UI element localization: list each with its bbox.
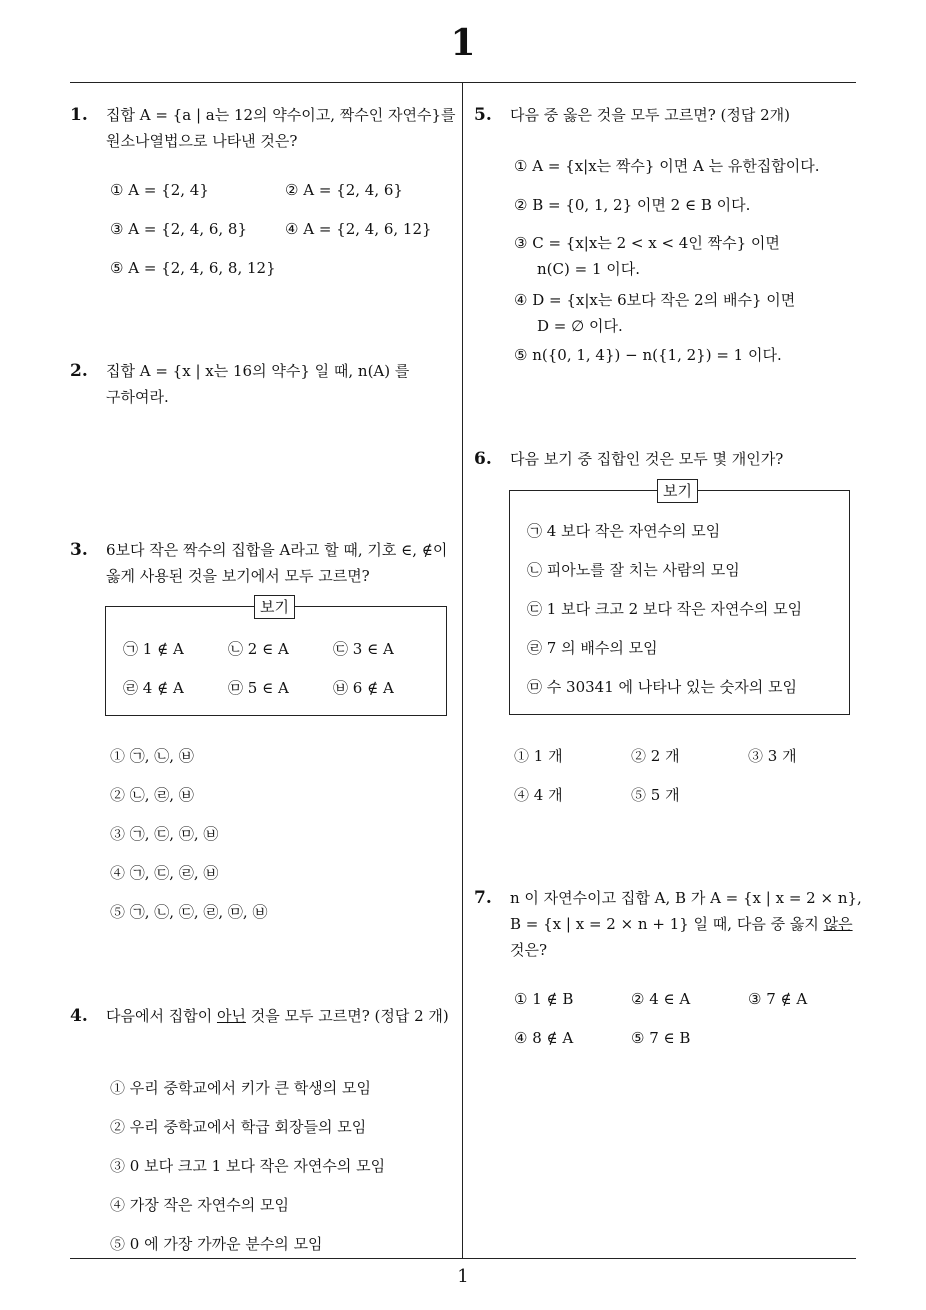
question-text: 집합 A = {a | a는 12의 약수이고, 짝수인 자연수}를 원소나열법으로 나타낸 것은? [106,106,456,150]
q4-option-3[interactable]: ③ 0 보다 크고 1 보다 작은 자연수의 모임 [110,1157,386,1175]
q5-option-2[interactable]: ② B = {0, 1, 2} 이면 2 ∈ B 이다. [514,196,751,214]
q3-option-4[interactable]: ④ ㉠, ㉢, ㉣, ㉥ [110,864,219,882]
question-number: 1. [70,105,88,125]
q1-option-1[interactable]: ① A = {2, 4} [110,181,209,199]
underlined-word: 아닌 [216,1007,246,1025]
q6-option-3[interactable]: ③ 3 개 [748,747,797,765]
column-divider [462,83,463,1258]
q6-option-1[interactable]: ① 1 개 [514,747,563,765]
q1-option-3[interactable]: ③ A = {2, 4, 6, 8} [110,220,248,238]
underlined-word: 않은 [823,915,853,933]
q6-example-item: ㉢ 1 보다 크고 2 보다 작은 자연수의 모임 [527,600,803,618]
q3-option-5[interactable]: ⑤ ㉠, ㉡, ㉢, ㉣, ㉤, ㉥ [110,903,268,921]
q7-option-3[interactable]: ③ 7 ∉ A [748,990,808,1008]
question-text: 집합 A = {x | x는 16의 약수} 일 때, n(A) 를 구하여라. [106,362,410,406]
q7-option-5[interactable]: ⑤ 7 ∈ B [631,1029,691,1047]
q3-option-2[interactable]: ② ㉡, ㉣, ㉥ [110,786,194,804]
q3-example-item: ㉥ 6 ∉ A [333,679,394,697]
q7-option-2[interactable]: ② 4 ∈ A [631,990,691,1008]
q3-example-box [105,606,447,716]
q6-example-item: ㉡ 피아노를 잘 치는 사람의 모임 [527,561,740,579]
q3-option-1[interactable]: ① ㉠, ㉡, ㉥ [110,747,194,765]
q6-example-label: 보기 [657,479,698,503]
q4-option-4[interactable]: ④ 가장 작은 자연수의 모임 [110,1196,289,1214]
q5-option-1[interactable]: ① A = {x|x는 짝수} 이면 A 는 유한집합이다. [514,157,820,175]
q6-example-item: ㉤ 수 30341 에 나타나 있는 숫자의 모임 [527,678,797,696]
q3-example-item: ㉤ 5 ∈ A [228,679,289,697]
footer-page-number: 1 [457,1266,469,1287]
question-text: 다음 보기 중 집합인 것은 모두 몇 개인가? [510,450,784,468]
q4-option-1[interactable]: ① 우리 중학교에서 키가 큰 학생의 모임 [110,1079,371,1097]
question-text: n 이 자연수이고 집합 A, B 가 A = {x | x = 2 × n}, B = {x | x = 2 × n + 1} 일 때, 다음 중 옳지 않은 것은? [510,889,862,959]
footer-rule [70,1258,856,1259]
q5-option-5[interactable]: ⑤ n({0, 1, 4}) − n({1, 2}) = 1 이다. [514,346,782,364]
q7-option-4[interactable]: ④ 8 ∉ A [514,1029,574,1047]
q1-option-2[interactable]: ② A = {2, 4, 6} [285,181,403,199]
question-number: 2. [70,361,88,381]
q3-example-item: ㉣ 4 ∉ A [123,679,184,697]
q4-option-5[interactable]: ⑤ 0 에 가장 가까운 분수의 모임 [110,1235,323,1253]
q6-option-5[interactable]: ⑤ 5 개 [631,786,680,804]
question-number: 6. [474,449,492,469]
q6-option-4[interactable]: ④ 4 개 [514,786,563,804]
q6-example-item: ㉠ 4 보다 작은 자연수의 모임 [527,522,721,540]
header-rule [70,82,856,83]
q3-example-label: 보기 [254,595,295,619]
question-number: 4. [70,1006,88,1026]
q5-option-3[interactable]: ③ C = {x|x는 2 < x < 4인 짝수} 이면 [514,234,780,252]
question-text: 다음에서 집합이 아닌 것을 모두 고르면? (정답 2 개) [106,1007,449,1025]
question-text: 다음 중 옳은 것을 모두 고르면? (정답 2개) [510,106,791,124]
q3-example-item: ㉢ 3 ∈ A [333,640,394,658]
question-text: 6보다 작은 짝수의 집합을 A라고 할 때, 기호 ∈, ∉이 옳게 사용된 것을 보기에서 모두 고르면? [106,541,448,585]
q6-option-2[interactable]: ② 2 개 [631,747,680,765]
q5-option-4[interactable]: ④ D = {x|x는 6보다 작은 2의 배수} 이면 [514,291,796,309]
q5-option-4-continued: D = ∅ 이다. [537,317,623,335]
q1-option-4[interactable]: ④ A = {2, 4, 6, 12} [285,220,432,238]
page-title: 1 [450,22,476,64]
question-number: 3. [70,540,88,560]
q3-example-item: ㉠ 1 ∉ A [123,640,184,658]
question-number: 5. [474,105,492,125]
question-number: 7. [474,888,492,908]
q7-option-1[interactable]: ① 1 ∉ B [514,990,574,1008]
q6-example-item: ㉣ 7 의 배수의 모임 [527,639,658,657]
q5-option-3-continued: n(C) = 1 이다. [537,260,641,278]
q3-example-item: ㉡ 2 ∈ A [228,640,289,658]
q1-option-5[interactable]: ⑤ A = {2, 4, 6, 8, 12} [110,259,276,277]
q4-option-2[interactable]: ② 우리 중학교에서 학급 회장들의 모임 [110,1118,367,1136]
q3-option-3[interactable]: ③ ㉠, ㉢, ㉤, ㉥ [110,825,219,843]
